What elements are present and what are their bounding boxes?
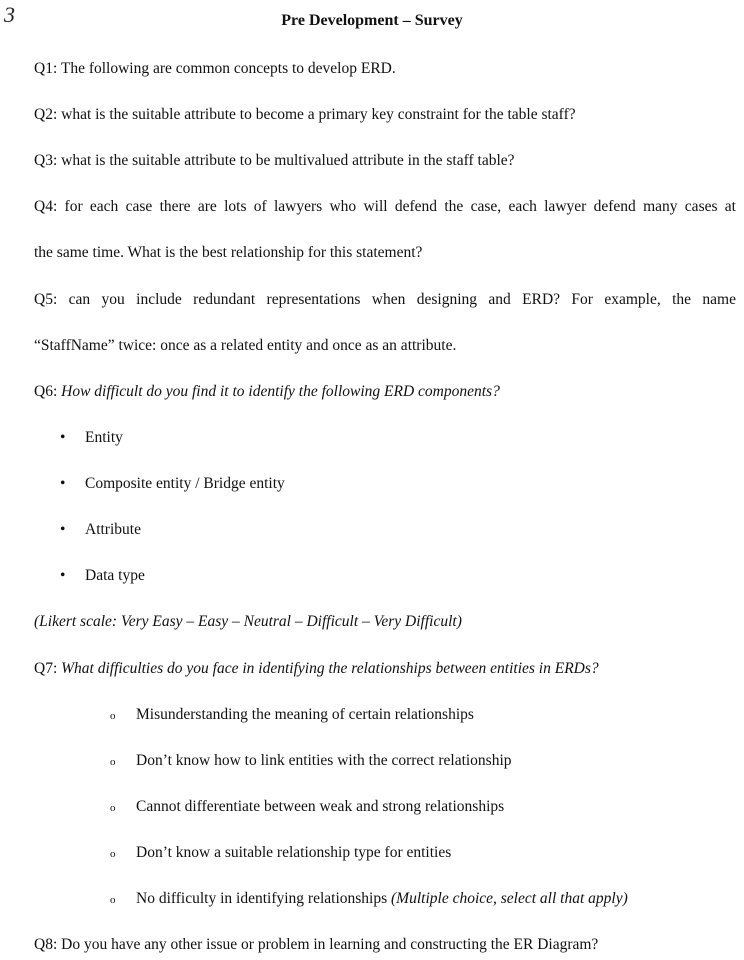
list-item: [60, 474, 285, 494]
question-7-text: What difficulties do you face in identifying the relationships between entities in ERDs?: [61, 660, 599, 677]
likert-scale-note: [34, 612, 462, 632]
question-7: [34, 659, 599, 679]
option-item: [110, 751, 512, 772]
circle-bullet-icon: o: [110, 756, 116, 768]
option-note: (Multiple choice, select all that apply): [391, 890, 628, 907]
option-label: Don’t know a suitable relationship type for entities: [136, 844, 452, 861]
circle-bullet-icon: o: [110, 802, 116, 814]
question-2: Q2: what is the suitable attribute to become a primary key constraint for the table staff?: [34, 106, 576, 123]
circle-bullet-icon: o: [110, 894, 116, 906]
question-4-line-1: Q4: for each case there are lots of lawyers who will defend the case, each lawyer defend many cases at: [34, 198, 736, 215]
question-5-line-1: Q5: can you include redundant representations when designing and ERD? For example, the name: [34, 291, 736, 308]
list-item-label: Composite entity / Bridge entity: [85, 475, 285, 492]
option-item: [110, 797, 504, 818]
question-1: Q1: The following are common concepts to develop ERD.: [34, 60, 396, 77]
bullet-icon: •: [60, 475, 66, 492]
list-item-label: Entity: [85, 429, 123, 446]
question-6-text: How difficult do you find it to identify the following ERD components?: [61, 383, 500, 400]
likert-scale-text: (Likert scale: Very Easy – Easy – Neutral – Difficult – Very Difficult): [34, 613, 462, 630]
question-5-line-2: “StaffName” twice: once as a related entity and once as an attribute.: [34, 337, 457, 354]
circle-bullet-icon: o: [110, 710, 116, 722]
bullet-icon: •: [60, 567, 66, 584]
option-label: Cannot differentiate between weak and strong relationships: [136, 798, 505, 815]
question-6-prefix: Q6:: [34, 383, 62, 400]
option-item: [110, 705, 474, 726]
question-3: Q3: what is the suitable attribute to be multivalued attribute in the staff table?: [34, 152, 515, 169]
option-item: [110, 843, 451, 864]
option-item: [110, 889, 628, 910]
question-8: Q8: Do you have any other issue or problem in learning and constructing the ER Diagram?: [34, 936, 599, 953]
option-label: Misunderstanding the meaning of certain relationships: [136, 706, 474, 723]
list-item: [60, 566, 145, 586]
question-6: [34, 382, 500, 402]
bullet-icon: •: [60, 429, 66, 446]
circle-bullet-icon: o: [110, 848, 116, 860]
handwritten-page-number: 3: [4, 2, 15, 27]
option-label: Don’t know how to link entities with the correct relationship: [136, 752, 512, 769]
question-4-line-2: the same time. What is the best relationship for this statement?: [34, 244, 423, 261]
list-item: [60, 428, 123, 448]
question-7-prefix: Q7:: [34, 660, 62, 677]
list-item-label: Attribute: [85, 521, 141, 538]
page-title: Pre Development – Survey: [281, 12, 463, 29]
list-item-label: Data type: [85, 567, 145, 584]
list-item: [60, 520, 141, 540]
bullet-icon: •: [60, 521, 66, 538]
option-label: No difficulty in identifying relationships: [136, 890, 388, 907]
